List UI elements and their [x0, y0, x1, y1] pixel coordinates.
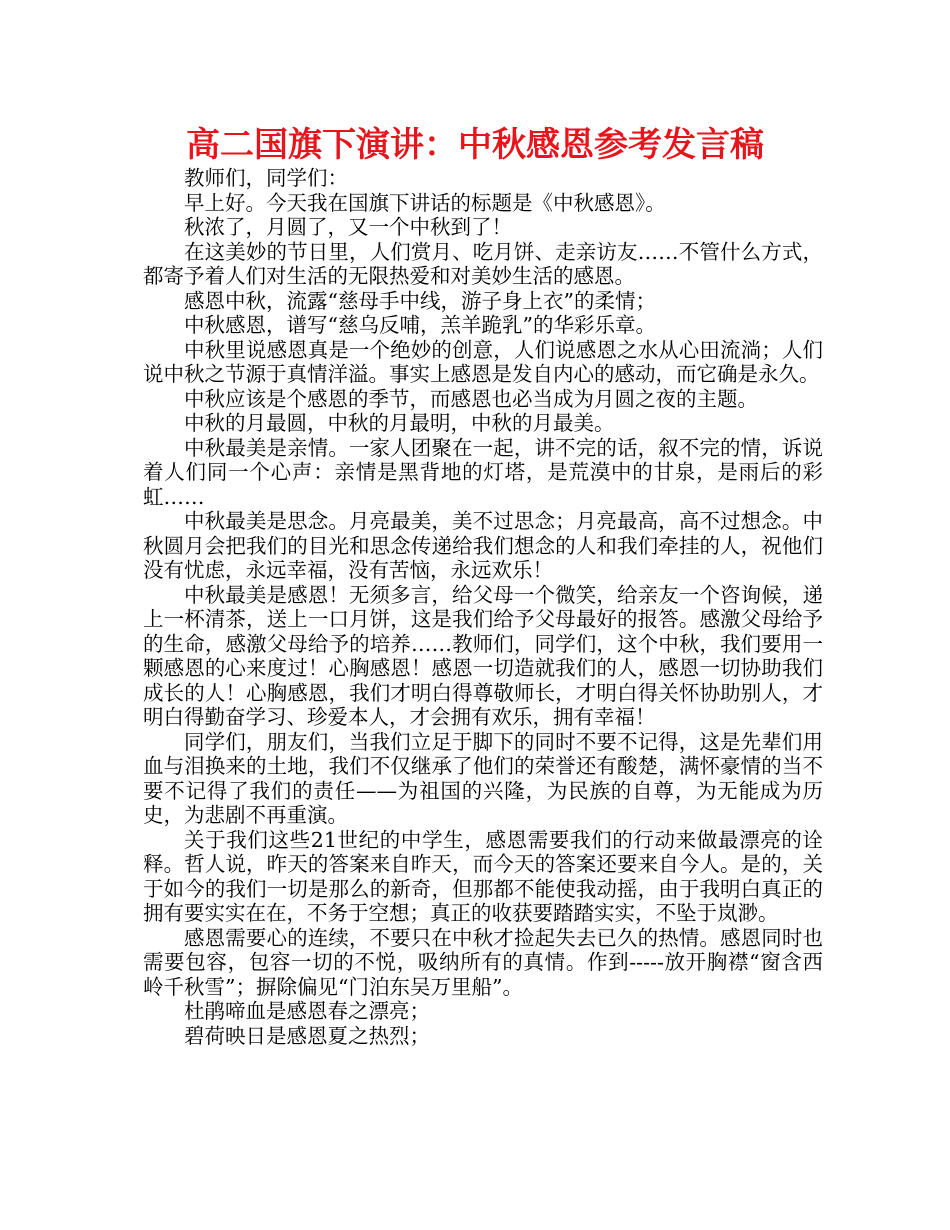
- paragraph: 教师们，同学们：: [184, 166, 348, 190]
- paragraph: 中秋最美是亲情。一家人团聚在一起，讲不完的话，叙不完的情，诉说着人们同一个心声：亲情是黑背地的灯塔，是荒漠中的甘泉，是雨后的彩虹……: [143, 435, 823, 509]
- paragraph: 中秋的月最圆，中秋的月最明，中秋的月最美。: [184, 411, 615, 435]
- paragraph: 碧荷映日是感恩夏之热烈；: [184, 1023, 430, 1048]
- paragraph: 中秋最美是感恩！无须多言，给父母一个微笑，给亲友一个咨询候，递上一杯清茶，送上一口月饼，这是我们给予父母最好的报答。感激父母给予的生命，感激父母给予的培养……教师们，同学们，这个中秋，我们要用一颗感恩的心来度过！心胸感恩！感恩一切造就我们的人，感恩一切协助我们成长的人！心胸感恩，我们才明白得尊敬师长，才明白得关怀协助别人，才明白得勤奋学习、珍爱本人，才会拥有欢乐，拥有幸福！: [143, 582, 823, 729]
- paragraph: 中秋应该是个感恩的季节，而感恩也必当成为月圆之夜的主题。: [184, 386, 758, 411]
- paragraph: 杜鹃啼血是感恩春之漂亮；: [184, 999, 430, 1023]
- paragraph: 关于我们这些21世纪的中学生，感恩需要我们的行动来做最漂亮的诠释。哲人说，昨天的答案来自昨天，而今天的答案还要来自今人。是的，关于如今的我们一切是那么的新奇，但那都不能使我动摇，由于我明白真正的拥有要实实在在，不务于空想；真正的收获要踏踏实实，不坠于岚渺。: [143, 827, 823, 925]
- paragraph: 中秋里说感恩真是一个绝妙的创意，人们说感恩之水从心田流淌；人们说中秋之节源于真情洋溢。事实上感恩是发自内心的感动，而它确是永久。: [143, 337, 823, 386]
- paragraph: 中秋最美是思念。月亮最美，美不过思念；月亮最高，高不过想念。中秋圆月会把我们的目光和思念传递给我们想念的人和我们牵挂的人，祝他们没有忧虑，永远幸福，没有苦恼，永远欢乐！: [143, 509, 823, 582]
- paragraph: 中秋感恩，谱写“慈乌反哺，羔羊跪乳”的华彩乐章。: [184, 313, 656, 337]
- document-title: 高二国旗下演讲：中秋感恩参考发言稿: [186, 125, 764, 165]
- paragraph: 在这美妙的节日里，人们赏月、吃月饼、走亲访友……不管什么方式，都寄予着人们对生活的无限热爱和对美妙生活的感恩。: [143, 239, 823, 288]
- paragraph: 早上好。今天我在国旗下讲话的标题是《中秋感恩》。: [184, 190, 666, 215]
- paragraph: 秋浓了，月圆了，又一个中秋到了！: [184, 215, 512, 239]
- paragraph: 感恩中秋，流露“慈母手中线，游子身上衣”的柔情；: [184, 288, 656, 313]
- paragraph: 同学们，朋友们，当我们立足于脚下的同时不要不记得，这是先辈们用血与泪换来的土地，我们不仅继承了他们的荣誉还有酸楚，满怀豪情的当不要不记得了我们的责任——为祖国的兴隆，为民族的自尊，为无能成为历史，为悲剧不再重演。: [143, 729, 823, 827]
- paragraph: 感恩需要心的连续，不要只在中秋才捡起失去已久的热情。感恩同时也需要包容，包容一切的不悦，吸纳所有的真情。作到-----放开胸襟“窗含西岭千秋雪”；摒除偏见“门泊东吴万里船”。: [143, 925, 823, 999]
- document-body: [143, 166, 823, 1048]
